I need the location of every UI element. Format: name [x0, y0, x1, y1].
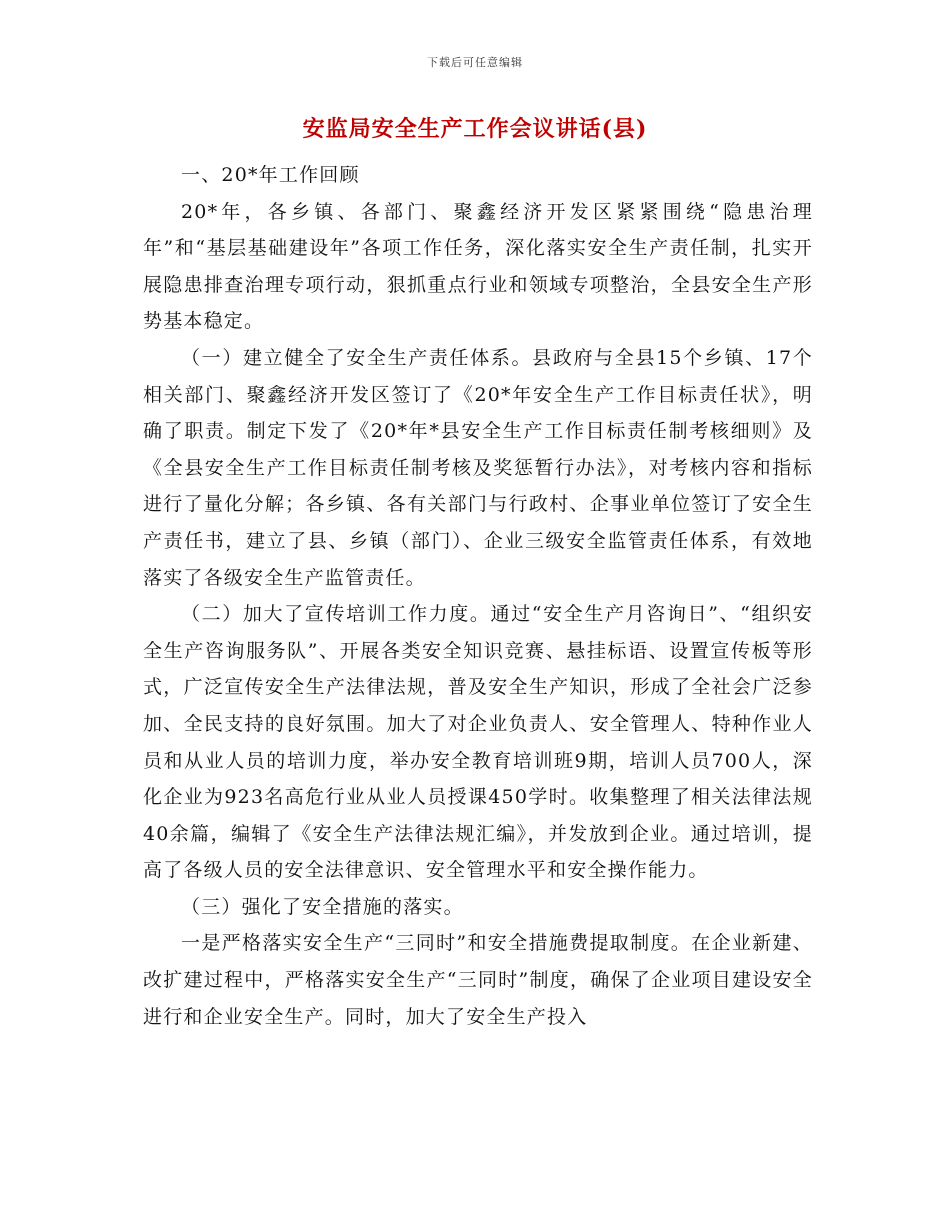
paragraph: （二）加大了宣传培训工作力度。通过“安全生产月咨询日”、“组织安全生产咨询服务队”、开展各类安全知识竞赛、悬挂标语、设置宣传板等形式，广泛宣传安全生产法律法规，普及安全生产知识，形成了全社会广泛参加、全民支持的良好氛围。加大了对企业负责人、安全管理人、特种作业人员和从业人员的培训力度，举办安全教育培训班9期，培训人员700人，深化企业为923名高危行业从业人员授课450学时。收集整理了相关法律法规40余篇，编辑了《安全生产法律法规汇编》，并发放到企业。通过培训，提高了各级人员的安全法律意识、安全管理水平和安全操作能力。 — [143, 603, 813, 882]
section-heading: 一、20*年工作回顾 — [181, 164, 360, 186]
paragraph: 20*年，各乡镇、各部门、聚鑫经济开发区紧紧围绕“隐患治理年”和“基层基础建设年”各项工作任务，深化落实安全生产责任制，扎实开展隐患排查治理专项行动，狠抓重点行业和领域专项整治，全县安全生产形势基本稳定。 — [143, 200, 813, 333]
paragraph: （一）建立健全了安全生产责任体系。县政府与全县15个乡镇、17个相关部门、聚鑫经济开发区签订了《20*年安全生产工作目标责任状》，明确了职责。制定下发了《20*年*县安全生产工作目标责任制考核细则》及《全县安全生产工作目标责任制考核及奖惩暂行办法》，对考核内容和指标进行了量化分解；各乡镇、各有关部门与行政村、企事业单位签订了安全生产责任书，建立了县、乡镇（部门）、企业三级安全监管责任体系，有效地落实了各级安全生产监管责任。 — [143, 346, 813, 589]
paragraph: 一是严格落实安全生产“三同时”和安全措施费提取制度。在企业新建、改扩建过程中，严格落实安全生产“三同时”制度，确保了企业项目建设安全进行和企业安全生产。同时，加大了安全生产投入 — [143, 932, 813, 1028]
document-body — [143, 157, 813, 1035]
paragraph: （三）强化了安全措施的落实。 — [181, 895, 464, 918]
document-title: 安监局安全生产工作会议讲话(县) — [302, 116, 648, 142]
header-note: 下载后可任意编辑 — [427, 56, 523, 69]
